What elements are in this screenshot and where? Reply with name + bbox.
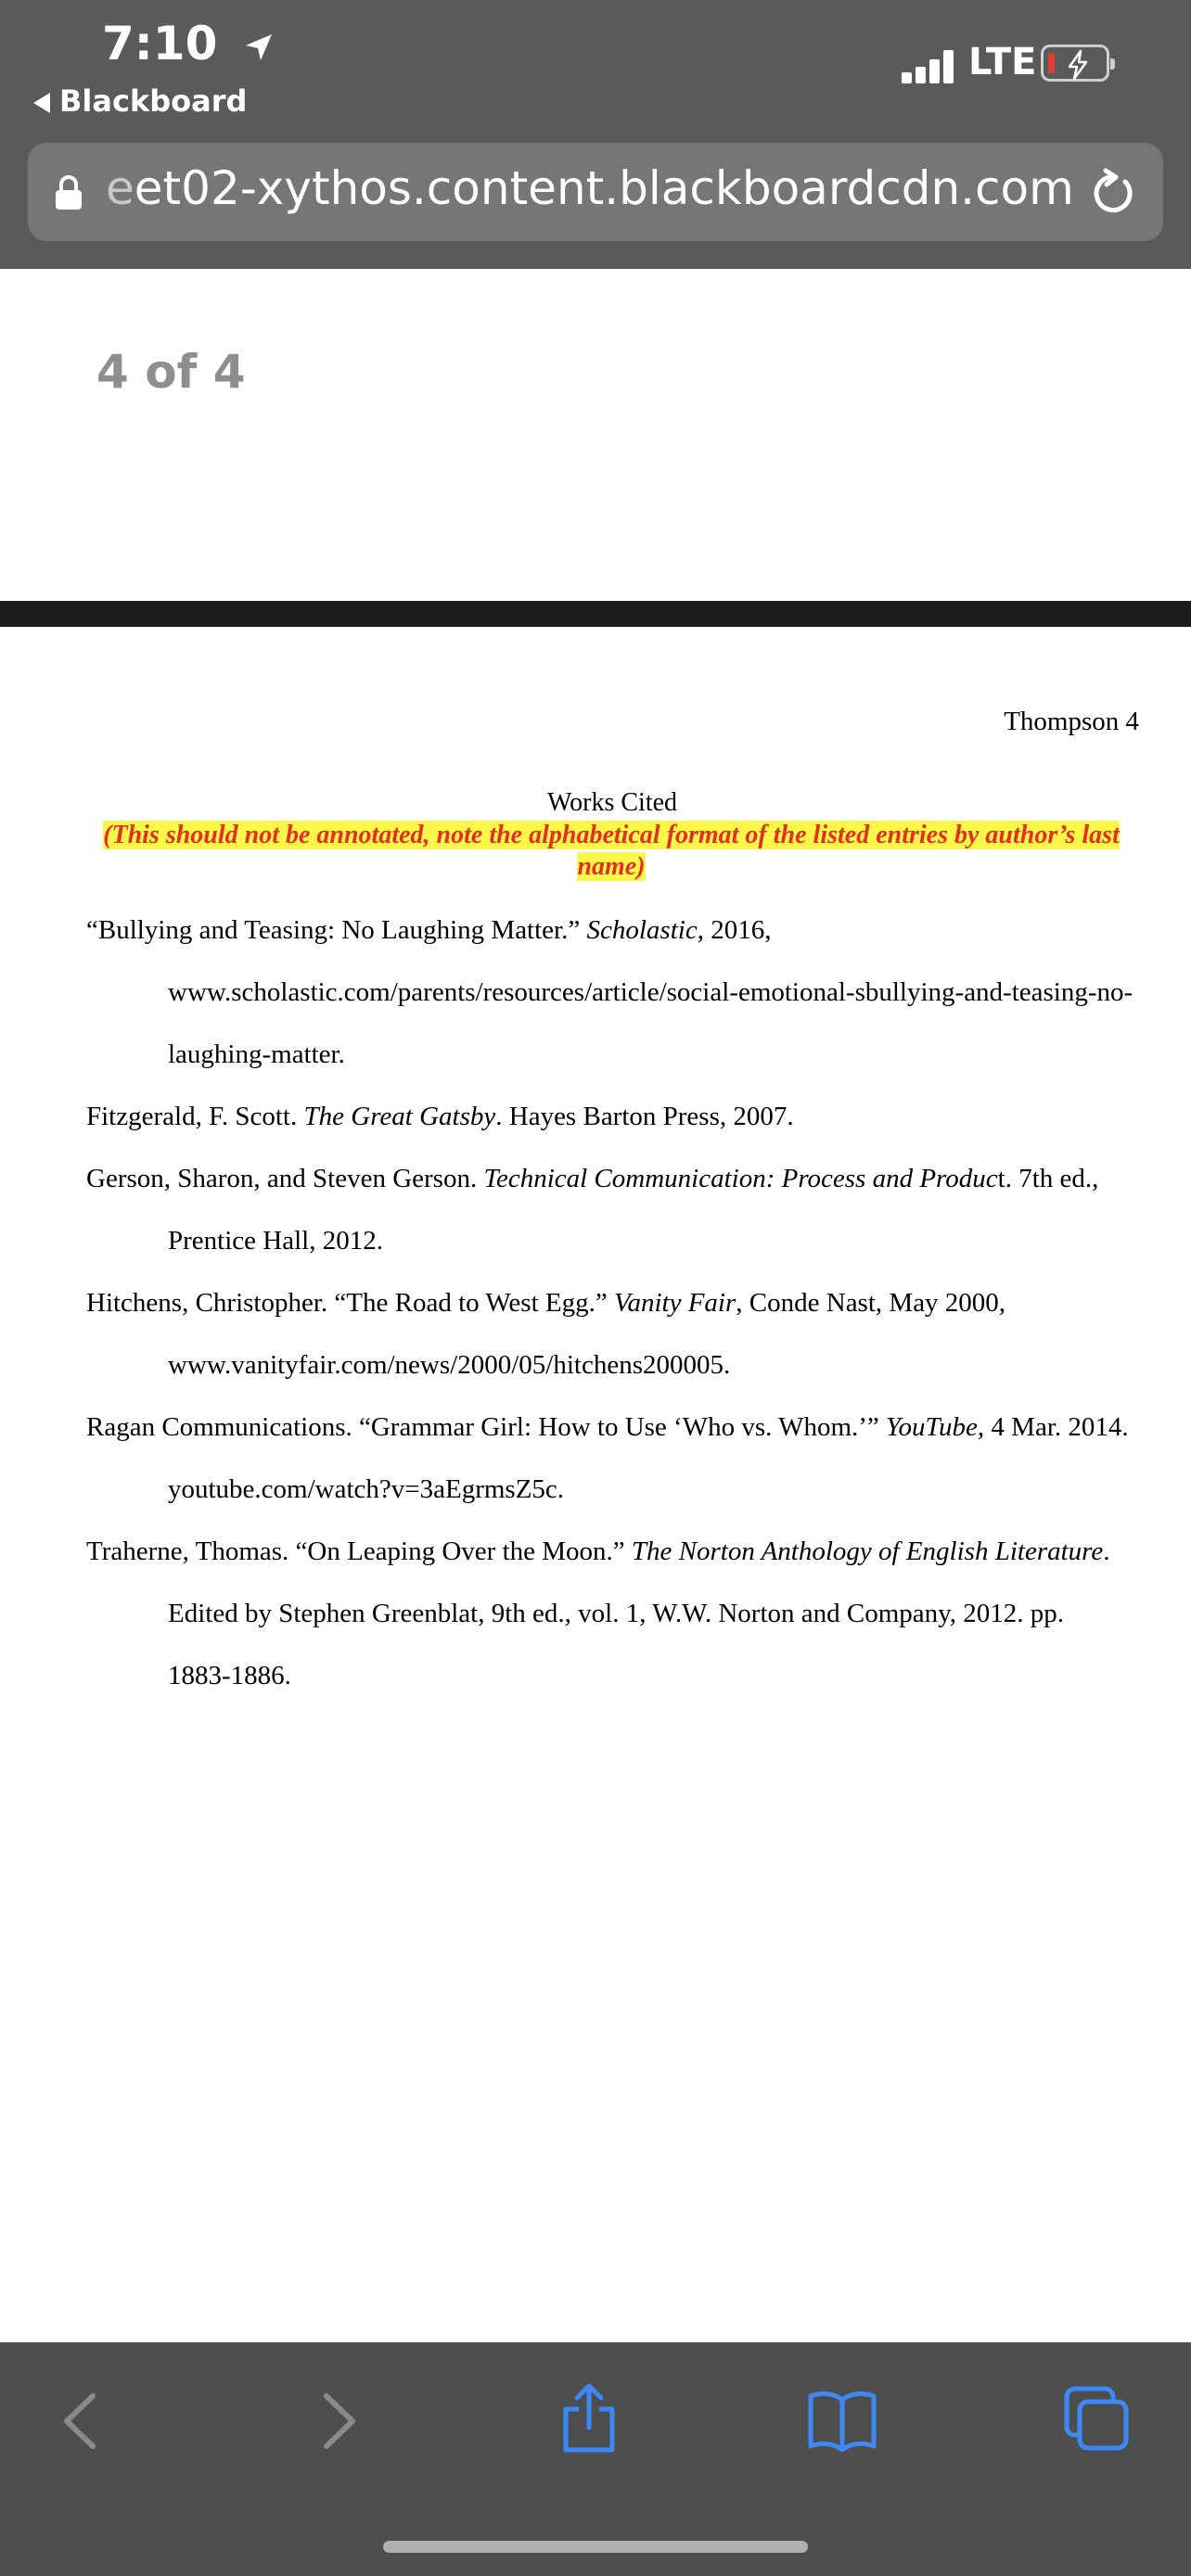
citation-entry [86, 1164, 1098, 1194]
tabs-icon[interactable] [1063, 2385, 1132, 2458]
citation-continuation: www.vanityfair.com/news/2000/05/hitchens200005. [168, 1350, 731, 1380]
page-divider [0, 601, 1191, 627]
citation-text: , 2016, [697, 915, 772, 945]
citation-text: Ragan Communications. “Grammar Girl: How to Use ‘Who vs. Whom.’” [86, 1412, 887, 1442]
back-icon[interactable] [58, 2389, 104, 2458]
citation-continuation: Prentice Hall, 2012. [168, 1226, 383, 1256]
battery-icon [1041, 45, 1109, 82]
share-icon[interactable] [558, 2381, 620, 2460]
status-time [102, 17, 275, 74]
citation-continuation: www.scholastic.com/parents/resources/article/social-emotional-sbullying-and-teasing-no- [168, 977, 1133, 1007]
works-cited-title: Works Cited [546, 788, 678, 817]
back-to-app-button[interactable] [33, 83, 247, 119]
citation-title: Vanity Fair [613, 1288, 736, 1318]
citation-title: The Norton Anthology of English Literature [631, 1537, 1104, 1566]
url-main: et02-xythos.content.blackboardcdn.com [134, 161, 1074, 215]
citation-text: . [1103, 1537, 1110, 1566]
citation-text: . Hayes Barton Press, 2007. [495, 1102, 794, 1131]
citation-entry [86, 1412, 1129, 1443]
citation-entry [86, 915, 771, 946]
address-bar[interactable] [28, 143, 1163, 241]
citation-title: Scholastic [586, 915, 698, 945]
citation-continuation: Edited by Stephen Greenblat, 9th ed., vol. 1, W.W. Norton and Company, 2012. pp. [168, 1599, 1065, 1628]
citation-entry [86, 1288, 1005, 1319]
citation-text: “Bullying and Teasing: No Laughing Matter.” [86, 915, 587, 945]
citation-title: The Great Gatsby [303, 1102, 496, 1131]
url-text[interactable] [106, 161, 1074, 215]
citation-entry [86, 1102, 794, 1132]
citation-title: YouTube [886, 1412, 978, 1442]
citation-entry [86, 1537, 1110, 1567]
bookmarks-icon[interactable] [807, 2387, 877, 2456]
running-head: Thompson 4 [1004, 707, 1139, 736]
citation-text: t. 7th ed., [997, 1164, 1099, 1193]
time-text: 7:10 [102, 17, 218, 70]
citation-text: Hitchens, Christopher. “The Road to West Egg.” [86, 1288, 614, 1318]
url-faded-prefix: e [106, 161, 134, 215]
citation-text: , 4 Mar. 2014. [977, 1412, 1129, 1442]
annotation-note [96, 820, 1126, 883]
network-type: LTE [968, 41, 1037, 83]
citation-continuation: laughing-matter. [168, 1039, 345, 1069]
home-indicator[interactable] [383, 2541, 808, 2553]
location-arrow-icon [243, 20, 275, 74]
browser-top-bar [0, 0, 1191, 269]
citation-text: , Conde Nast, May 2000, [736, 1288, 1006, 1318]
page-indicator: 4 of 4 [96, 345, 246, 399]
citation-continuation: youtube.com/watch?v=3aEgrmsZ5c. [168, 1474, 565, 1504]
citation-text: Gerson, Sharon, and Steven Gerson. [86, 1164, 484, 1193]
citation-text: Traherne, Thomas. “On Leaping Over the Moon.” [86, 1537, 632, 1566]
citation-text: Fitzgerald, F. Scott. [86, 1102, 304, 1131]
annotation-highlight: (This should not be annotated, note the alphabetical format of the listed entries by author’s last name) [103, 821, 1120, 881]
citation-title: Technical Communication: Process and Produc [483, 1164, 998, 1193]
lock-icon [54, 174, 83, 216]
citation-continuation: 1883-1886. [168, 1661, 291, 1690]
forward-icon[interactable] [315, 2389, 362, 2458]
reload-icon[interactable] [1091, 167, 1139, 223]
back-triangle-icon [33, 93, 50, 113]
back-app-label: Blackboard [59, 83, 248, 119]
